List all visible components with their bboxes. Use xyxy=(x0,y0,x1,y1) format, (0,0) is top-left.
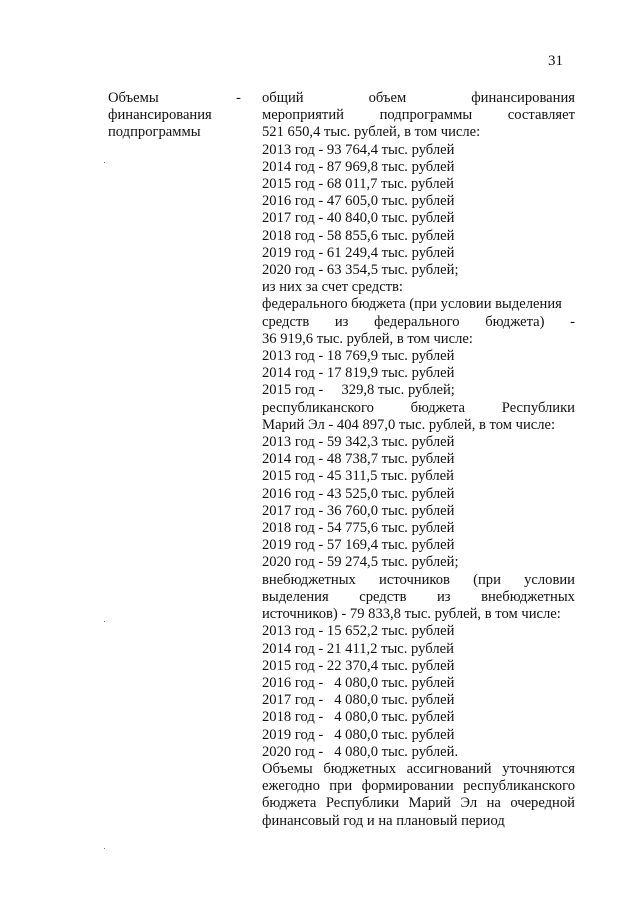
year-amount: 2020 год - 4 080,0 тыс. рублей. xyxy=(262,743,459,760)
year-amount: 2020 год - 59 274,5 тыс. рублей; xyxy=(262,554,459,571)
year-amount: 2017 год - 4 080,0 тыс. рублей xyxy=(262,692,455,709)
text-line: источников) - 79 833,8 тыс. рублей, в том числе: xyxy=(262,606,561,623)
text-line: из них за счет средств: xyxy=(262,279,403,296)
text-line: финансовый год и на плановый период xyxy=(262,812,505,829)
year-amount: 2015 год - 329,8 тыс. рублей; xyxy=(262,382,455,399)
text-line: ежегодно при формировании республиканского xyxy=(262,778,575,795)
year-amount: 2019 год - 61 249,4 тыс. рублей xyxy=(262,244,455,261)
text-line: мероприятий подпрограммы составляет xyxy=(262,107,575,124)
year-amount: 2015 год - 22 370,4 тыс. рублей xyxy=(262,657,455,674)
text-line: бюджета Республики Марий Эл на очередной xyxy=(262,795,575,812)
text-line: внебюджетных источников (при условии xyxy=(262,571,575,588)
year-amount: 2018 год - 58 855,6 тыс. рублей xyxy=(262,227,455,244)
year-amount: 2013 год - 15 652,2 тыс. рублей xyxy=(262,623,455,640)
page-number: 31 xyxy=(548,53,563,69)
label-dash: - xyxy=(236,90,241,106)
text-line: Марий Эл - 404 897,0 тыс. рублей, в том числе: xyxy=(262,416,556,433)
text-line: 521 650,4 тыс. рублей, в том числе: xyxy=(262,124,481,141)
text-line: Объемы бюджетных ассигнований уточняются xyxy=(262,760,575,777)
year-amount: 2017 год - 36 760,0 тыс. рублей xyxy=(262,502,455,519)
year-amount: 2013 год - 93 764,4 тыс. рублей xyxy=(262,141,455,158)
text-line: 36 919,6 тыс. рублей, в том числе: xyxy=(262,330,473,347)
year-amount: 2020 год - 63 354,5 тыс. рублей; xyxy=(262,262,459,279)
scan-speck xyxy=(104,621,105,622)
year-amount: 2013 год - 59 342,3 тыс. рублей xyxy=(262,434,455,451)
year-amount: 2015 год - 45 311,5 тыс. рублей xyxy=(262,468,454,485)
year-amount: 2015 год - 68 011,7 тыс. рублей xyxy=(262,176,454,193)
text-line: выделения средств из внебюджетных xyxy=(262,588,575,605)
financing-description xyxy=(262,90,575,830)
year-amount: 2018 год - 54 775,6 тыс. рублей xyxy=(262,520,455,537)
year-amount: 2016 год - 47 605,0 тыс. рублей xyxy=(262,193,455,210)
scan-speck xyxy=(104,162,105,163)
year-amount: 2014 год - 48 738,7 тыс. рублей xyxy=(262,451,455,468)
year-amount: 2016 год - 4 080,0 тыс. рублей xyxy=(262,674,455,691)
label-line: финансирования xyxy=(108,107,212,124)
year-amount: 2019 год - 4 080,0 тыс. рублей xyxy=(262,726,455,743)
text-line: федерального бюджета (при условии выделения xyxy=(262,296,562,313)
label-line: Объемы xyxy=(108,90,159,106)
year-amount: 2019 год - 57 169,4 тыс. рублей xyxy=(262,537,455,554)
text-line: общий объем финансирования xyxy=(262,90,575,106)
year-amount: 2013 год - 18 769,9 тыс. рублей xyxy=(262,348,455,365)
scan-speck xyxy=(104,848,105,849)
year-amount: 2017 год - 40 840,0 тыс. рублей xyxy=(262,210,455,227)
year-amount: 2018 год - 4 080,0 тыс. рублей xyxy=(262,709,455,726)
label-line: подпрограммы xyxy=(108,124,201,141)
year-amount: 2014 год - 17 819,9 тыс. рублей xyxy=(262,365,455,382)
year-amount: 2014 год - 87 969,8 тыс. рублей xyxy=(262,158,455,175)
text-line: средств из федерального бюджета) - xyxy=(262,313,575,330)
year-amount: 2014 год - 21 411,2 тыс. рублей xyxy=(262,640,454,657)
row-label xyxy=(108,90,248,142)
text-line: республиканского бюджета Республики xyxy=(262,399,575,416)
year-amount: 2016 год - 43 525,0 тыс. рублей xyxy=(262,485,455,502)
